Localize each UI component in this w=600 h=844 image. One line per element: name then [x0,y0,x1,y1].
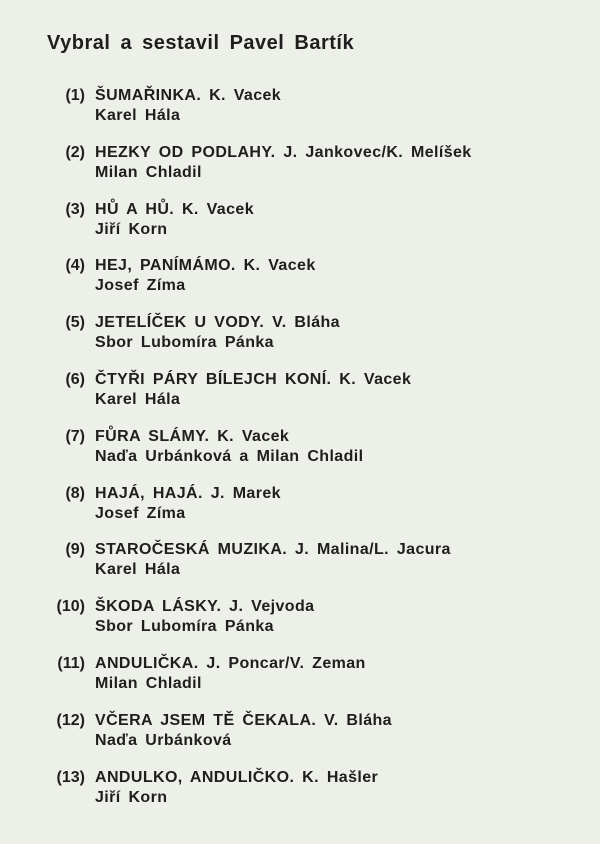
track-item [0,86,600,143]
track-text [95,484,575,524]
track-text [95,427,575,467]
track-number: (5) [65,314,85,332]
track-performer: Jiří Korn [95,220,168,238]
track-song: ANDULKO, ANDULIČKO. K. Hašler [95,768,379,786]
track-text [95,370,575,410]
track-number: (13) [56,768,85,786]
track-song: STAROČESKÁ MUZIKA. J. Malina/L. Jacura [95,541,451,559]
track-item [0,427,600,484]
track-item [0,711,600,768]
track-item [0,313,600,370]
track-number: (9) [65,541,85,559]
track-song: ČTYŘI PÁRY BÍLEJCH KONÍ. K. Vacek [95,370,412,388]
track-performer: Naďa Urbánková a Milan Chladil [95,447,364,465]
track-performer: Sbor Lubomíra Pánka [95,618,274,636]
track-performer: Josef Zíma [95,504,186,522]
track-song: HEZKY OD PODLAHY. J. Jankovec/K. Melíšek [95,143,472,161]
track-song: FŮRA SLÁMY. K. Vacek [95,427,290,445]
track-performer: Josef Zíma [95,277,186,295]
track-item [0,597,600,654]
track-number: (4) [65,257,85,275]
track-performer: Naďa Urbánková [95,731,232,749]
track-item [0,484,600,541]
track-performer: Karel Hála [95,561,181,579]
track-performer: Milan Chladil [95,163,202,181]
track-text [95,711,575,751]
track-text [95,200,575,240]
track-text [95,768,575,808]
track-performer: Karel Hála [95,107,181,124]
track-song: VČERA JSEM TĚ ČEKALA. V. Bláha [95,711,392,729]
track-song: HEJ, PANÍMÁMO. K. Vacek [95,257,316,275]
track-song: ŠKODA LÁSKY. J. Vejvoda [95,598,315,616]
track-item [0,370,600,427]
track-number: (2) [65,143,85,161]
track-text [95,597,575,637]
track-number: (3) [65,200,85,218]
track-song: ŠUMAŘINKA. K. Vacek [95,87,282,104]
track-text [95,86,575,126]
track-performer: Sbor Lubomíra Pánka [95,334,274,352]
track-text [95,540,575,580]
track-item [0,654,600,711]
track-song: HAJÁ, HAJÁ. J. Marek [95,484,281,502]
track-text [95,654,575,694]
track-number: (6) [65,370,85,388]
track-item [0,200,600,257]
track-item [0,143,600,200]
track-text [95,143,575,183]
track-performer: Milan Chladil [95,674,202,692]
page-title: Vybral a sestavil Pavel Bartík [47,32,355,54]
track-number: (1) [65,87,85,104]
track-song: JETELÍČEK U VODY. V. Bláha [95,314,340,332]
track-item [0,540,600,597]
track-list [0,86,600,824]
track-performer: Jiří Korn [95,788,168,806]
track-number: (12) [56,711,85,729]
track-item [0,256,600,313]
track-song: ANDULIČKA. J. Poncar/V. Zeman [95,654,366,672]
track-number: (7) [65,427,85,445]
track-number: (10) [56,598,85,616]
track-item [0,768,600,825]
track-number: (8) [65,484,85,502]
track-text [95,256,575,296]
track-song: HŮ A HŮ. K. Vacek [95,200,254,218]
track-text [95,313,575,353]
track-number: (11) [57,654,85,672]
track-performer: Karel Hála [95,390,181,408]
